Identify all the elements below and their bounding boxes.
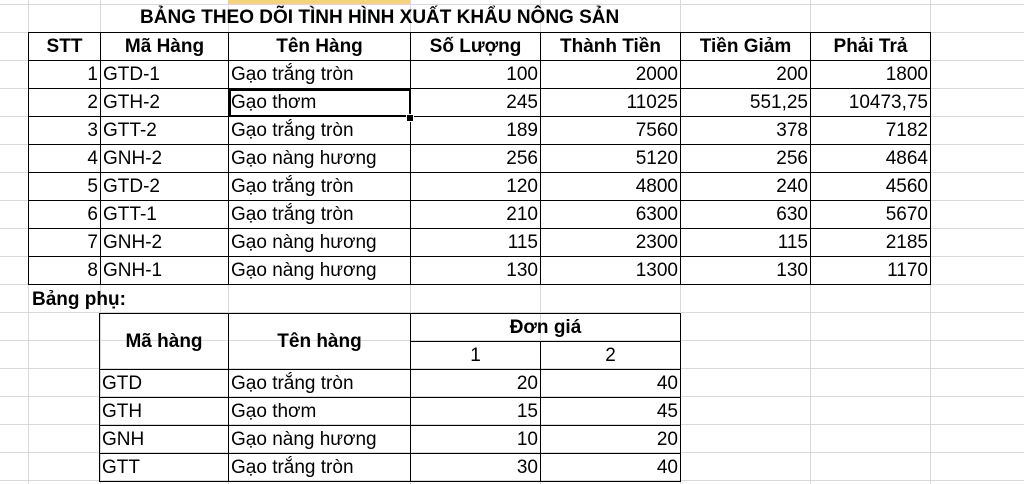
cell-ten-hang[interactable]: Gạo nàng hương [229,257,411,285]
cell-ten-hang[interactable]: Gạo trắng tròn [229,201,411,229]
header-cell-ma-hang[interactable]: Mã Hàng [101,33,229,61]
cell-thanh-tien[interactable]: 1300 [541,257,681,285]
aux-price-table [99,313,681,482]
cell-so-luong[interactable]: 100 [411,61,541,89]
cell-tien-giam[interactable]: 130 [681,257,811,285]
aux-header-ma-hang[interactable]: Mã hàng [100,314,229,370]
cell-ma-hang[interactable]: GNH-2 [101,229,229,257]
aux-table-row [100,426,681,454]
cell-stt[interactable]: 5 [29,173,101,201]
cell-phai-tra[interactable]: 10473,75 [811,89,931,117]
aux-cell-ma-hang[interactable]: GTH [100,398,229,426]
aux-header-row [100,314,681,342]
cell-so-luong[interactable]: 210 [411,201,541,229]
header-cell-tien-giam[interactable]: Tiền Giảm [681,33,811,61]
aux-cell-price-1[interactable]: 10 [411,426,541,454]
aux-cell-price-2[interactable]: 45 [541,398,681,426]
aux-cell-price-1[interactable]: 15 [411,398,541,426]
cell-stt[interactable]: 7 [29,229,101,257]
cell-stt[interactable]: 6 [29,201,101,229]
cell-ten-hang[interactable]: Gạo trắng tròn [229,61,411,89]
table-row [29,145,931,173]
table-row [29,61,931,89]
aux-cell-ten-hang[interactable]: Gạo trắng tròn [229,370,411,398]
cell-thanh-tien[interactable]: 4800 [541,173,681,201]
table-row [29,89,931,117]
cell-tien-giam[interactable]: 630 [681,201,811,229]
cell-so-luong[interactable]: 189 [411,117,541,145]
cell-so-luong[interactable]: 115 [411,229,541,257]
cell-thanh-tien[interactable]: 7560 [541,117,681,145]
aux-table-row [100,454,681,482]
aux-cell-ma-hang[interactable]: GTD [100,370,229,398]
cell-tien-giam[interactable]: 240 [681,173,811,201]
cell-phai-tra[interactable]: 2185 [811,229,931,257]
aux-cell-ma-hang[interactable]: GTT [100,454,229,482]
cell-tien-giam[interactable]: 115 [681,229,811,257]
aux-cell-ten-hang[interactable]: Gạo trắng tròn [229,454,411,482]
cell-ten-hang[interactable]: Gạo nàng hương [229,229,411,257]
cell-thanh-tien[interactable]: 5120 [541,145,681,173]
cell-ma-hang[interactable]: GNH-1 [101,257,229,285]
cell-ten-hang[interactable]: Gạo trắng tròn [229,117,411,145]
aux-cell-ten-hang[interactable]: Gạo thơm [229,398,411,426]
aux-header-price-2[interactable]: 2 [541,342,681,370]
cell-stt[interactable]: 2 [29,89,101,117]
cell-phai-tra[interactable]: 5670 [811,201,931,229]
table-row [29,201,931,229]
header-cell-thanh-tien[interactable]: Thành Tiền [541,33,681,61]
aux-cell-price-2[interactable]: 40 [541,454,681,482]
table-row [29,173,931,201]
header-cell-stt[interactable]: STT [29,33,101,61]
cell-phai-tra[interactable]: 4864 [811,145,931,173]
cell-phai-tra[interactable]: 1800 [811,61,931,89]
header-cell-so-luong[interactable]: Số Lượng [411,33,541,61]
aux-cell-ma-hang[interactable]: GNH [100,426,229,454]
cell-ma-hang[interactable]: GTD-2 [101,173,229,201]
aux-header-don-gia[interactable]: Đơn giá [411,314,681,342]
aux-header-price-1[interactable]: 1 [411,342,541,370]
cell-so-luong[interactable]: 256 [411,145,541,173]
cell-phai-tra[interactable]: 4560 [811,173,931,201]
header-cell-phai-tra[interactable]: Phải Trả [811,33,931,61]
cell-stt[interactable]: 4 [29,145,101,173]
export-tracking-table [28,32,931,285]
aux-cell-price-1[interactable]: 20 [411,370,541,398]
aux-cell-price-2[interactable]: 40 [541,370,681,398]
cell-stt[interactable]: 3 [29,117,101,145]
cell-phai-tra[interactable]: 7182 [811,117,931,145]
cell-ten-hang[interactable]: Gạo nàng hương [229,145,411,173]
aux-table-row [100,398,681,426]
cell-thanh-tien[interactable]: 6300 [541,201,681,229]
cell-so-luong[interactable]: 130 [411,257,541,285]
table-row [29,257,931,285]
cell-thanh-tien[interactable]: 2300 [541,229,681,257]
table-row [29,229,931,257]
aux-header-ten-hang[interactable]: Tên hàng [229,314,411,370]
fill-handle[interactable] [406,114,414,122]
cell-tien-giam[interactable]: 256 [681,145,811,173]
header-row [29,33,931,61]
cell-tien-giam[interactable]: 378 [681,117,811,145]
cell-tien-giam[interactable]: 551,25 [681,89,811,117]
aux-cell-price-2[interactable]: 20 [541,426,681,454]
cell-phai-tra[interactable]: 1170 [811,257,931,285]
cell-so-luong[interactable]: 120 [411,173,541,201]
header-cell-ten-hang[interactable]: Tên Hàng [229,33,411,61]
cell-ma-hang[interactable]: GTT-2 [101,117,229,145]
cell-ma-hang[interactable]: GNH-2 [101,145,229,173]
cell-ten-hang[interactable]: Gạo trắng tròn [229,173,411,201]
cell-thanh-tien[interactable]: 2000 [541,61,681,89]
cell-tien-giam[interactable]: 200 [681,61,811,89]
table-row [29,117,931,145]
cell-ma-hang[interactable]: GTH-2 [101,89,229,117]
cell-ma-hang[interactable]: GTT-1 [101,201,229,229]
cell-stt[interactable]: 1 [29,61,101,89]
aux-cell-price-1[interactable]: 30 [411,454,541,482]
cell-stt[interactable]: 8 [29,257,101,285]
active-cell-ten-hang[interactable]: Gạo thơm [229,89,411,117]
aux-table-row [100,370,681,398]
sheet-title[interactable]: BẢNG THEO DÕI TÌNH HÌNH XUẤT KHẨU NÔNG SẢN [140,7,620,28]
aux-cell-ten-hang[interactable]: Gạo nàng hương [229,426,411,454]
cell-ma-hang[interactable]: GTD-1 [101,61,229,89]
aux-table-label[interactable]: Bảng phụ: [32,289,126,310]
cell-thanh-tien[interactable]: 11025 [541,89,681,117]
cell-so-luong[interactable]: 245 [411,89,541,117]
